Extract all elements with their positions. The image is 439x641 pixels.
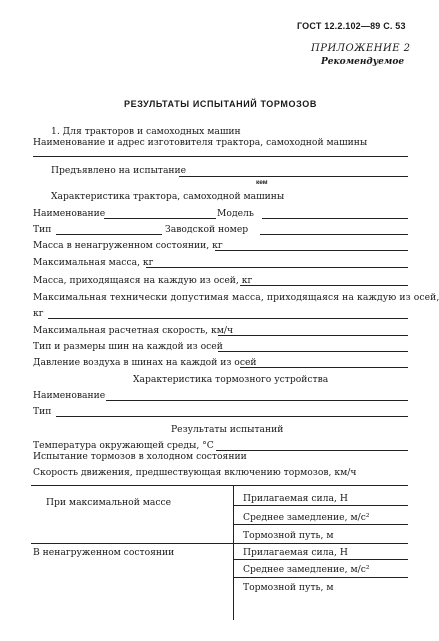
mass-unladen-line [215,250,408,251]
tractor-name-line [104,218,216,219]
tractor-type-label: Тип [33,224,52,235]
row-decel-2: Среднее замедление, м/с² [243,564,370,575]
tractor-name-label: Наименование [33,208,106,219]
row-force-2: Прилагаемая сила, Н [243,547,348,558]
results-heading: Результаты испытаний [171,424,284,435]
mass-tech-label: Максимальная технически допустимая масса, приходящаяся на каждую из осей, [33,292,439,303]
tractor-model-label: Модель [217,208,254,219]
mass-max-line [146,267,408,268]
row-divider-1 [233,505,408,506]
cold-test-label: Испытание тормозов в холодном состоянии [33,451,247,462]
mass-tech-unit: кг [33,308,44,319]
section-1-heading: 1. Для тракторов и самоходных машин [51,126,241,137]
presented-label: Предъявлено на испытание [51,165,187,176]
manufacturer-label: Наименование и адрес изготовителя трактора, самоходной машины [33,137,368,148]
mass-axle-line [240,285,408,286]
row-divider-3 [233,559,408,560]
brake-name-line [106,400,408,401]
brake-type-label: Тип [33,406,52,417]
row-divider-4 [233,577,408,578]
table-top-border [31,485,408,486]
tractor-model-line [262,218,408,219]
row-force-1: Прилагаемая сила, Н [243,493,348,504]
brake-type-line [56,416,408,417]
tyres-label: Тип и размеры шин на каждой из осей [33,341,223,352]
speed-before-label: Скорость движения, предшествующая включению тормозов, км/ч [33,467,357,478]
row-distance-1: Тормозной путь, м [243,530,334,541]
manufacturer-line [33,156,408,157]
mass-max-label: Максимальная масса, кг [33,257,154,268]
tractor-serial-line [260,234,408,235]
temperature-label: Температура окружающей среды, °С [33,440,214,451]
pressure-label: Давление воздуха в шинах на каждой из осей [33,357,257,368]
mass-tech-line [48,318,408,319]
mass-axle-label: Масса, приходящаяся на каждую из осей, кг [33,275,253,286]
table-group-divider [31,543,408,544]
pressure-line [240,367,408,368]
gost-reference: ГОСТ 12.2.102—89 С. 53 [297,21,406,31]
row-decel-1: Среднее замедление, м/с² [243,512,370,523]
tractor-heading: Характеристика трактора, самоходной машины [51,191,285,202]
presented-line [179,176,408,177]
appendix-label: ПРИЛОЖЕНИЕ 2 [311,43,411,54]
row-divider-2 [233,524,408,525]
tractor-serial-label: Заводской номер [165,224,249,235]
row-distance-2: Тормозной путь, м [243,582,334,593]
tyres-line [218,351,408,352]
tractor-type-line [56,234,162,235]
group-label-unladen: В ненагруженном состоянии [33,547,175,558]
presented-sublabel: кем [256,179,268,186]
brake-heading: Характеристика тормозного устройства [133,374,329,385]
mass-unladen-label: Масса в ненагруженном состоянии, кг [33,240,223,251]
speed-max-label: Максимальная расчетная скорость, км/ч [33,325,234,336]
brake-name-label: Наименование [33,390,106,401]
recommended-label: Рекомендуемое [321,57,405,67]
speed-max-line [218,335,408,336]
group-label-max-mass: При максимальной массе [46,497,172,508]
page-title: РЕЗУЛЬТАТЫ ИСПЫТАНИЙ ТОРМОЗОВ [124,99,317,109]
